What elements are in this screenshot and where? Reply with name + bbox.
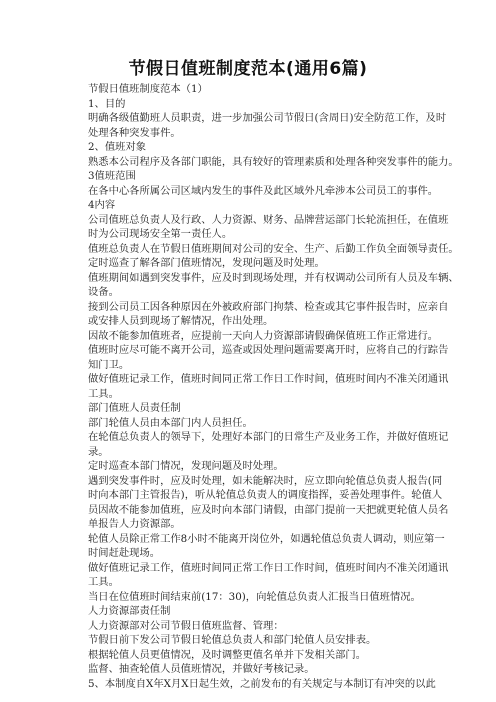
paragraph-line: 监督、抽查轮值人员值班情况，并做好考核记录。: [88, 663, 315, 675]
paragraph-line: 时向本部门主管报告)，听从轮值总负责人的调度指挥，妥善处理事件。轮值人: [88, 489, 443, 501]
paragraph-line: 部门值班人员责任制: [88, 402, 181, 414]
paragraph-line: 根据轮值人员更值情况，及时调整更值名单并下发相关部门。: [88, 648, 367, 661]
paragraph-line: 当日在位值班时间结束前(17：30)，向轮值总负责人汇报当日值班情况。: [88, 590, 421, 603]
paragraph-line: 人力资源部对公司节假日值班监督、管理：: [88, 619, 284, 632]
paragraph-line: 遇到突发事件时，应及时处理，如未能解决时，应立即向轮值总负责人报告(同: [88, 474, 443, 487]
paragraph-line: 工具。: [88, 576, 119, 588]
paragraph-line: 公司值班总负责人及行政、人力资源、财务、品牌营运部门长轮流担任，在值班: [88, 213, 449, 226]
paragraph-line: 设备。: [88, 286, 119, 298]
paragraph-line: 5、本制度自X年X月X日起生效，之前发布的有关规定与本制订有冲突的以此: [88, 677, 436, 690]
paragraph-line: 在轮值总负责人的领导下，处理好本部门的日常生产及业务工作，并做好值班记: [88, 431, 449, 443]
paragraph-line: 值班期间如遇到突发事件，应及时到现场处理，并有权调动公司所有人员及车辆、: [88, 271, 459, 284]
paragraph-line: 3值班范围: [88, 170, 136, 182]
paragraph-line: 部门轮值人员由本部门内人员担任。: [88, 416, 253, 429]
paragraph-line: 节假日前下发公司节假日轮值总负责人和部门轮值人员安排表。: [88, 634, 377, 646]
paragraph-line: 值班总负责人在节假日值班期间对公司的安全、生产、后勤工作负全面领导责任。: [88, 242, 459, 255]
paragraph-line: 节假日值班制度范本（1）: [88, 83, 208, 95]
paragraph-line: 时间赶赴现场。: [88, 547, 161, 559]
paragraph-line: 做好值班记录工作，值班时间同正常工作日工作时间，值班时间内不准关闭通讯: [88, 561, 449, 574]
paragraph-line: 工具。: [88, 387, 119, 400]
paragraph-line: 处理各种突发事件。: [88, 126, 181, 139]
paragraph-line: 做好值班记录工作，值班时间同正常工作日工作时间，值班时间内不准关闭通讯: [88, 373, 449, 385]
paragraph-line: 定时巡查本部门情况，发现问题及时处理。: [88, 460, 284, 472]
paragraph-line: 录。: [88, 445, 109, 458]
document-body: [88, 82, 459, 691]
paragraph-line: 时为公司现场安全第一责任人。: [88, 228, 233, 240]
paragraph-line: 2、值班对象: [88, 141, 147, 153]
paragraph-line: 明确各级值勤班人员职责，进一步加强公司节假日(含周日)安全防范工作，及时: [88, 112, 447, 124]
paragraph-line: 轮值人员除正常工作8小时不能离开岗位外，如遇轮值总负责人调动，则应第一: [88, 532, 445, 545]
document-title: 节假日值班制度范本(通用6篇): [128, 59, 368, 79]
paragraph-line: 因故不能参加值班者，应提前一天向人力资源部请假确保值班工作正常进行。: [88, 329, 439, 342]
paragraph-line: 接到公司员工因各种原因在外被政府部门拘禁、检查或其它事件报告时，应亲自: [88, 300, 449, 313]
paragraph-line: 熟悉本公司程序及各部门职能，具有较好的管理素质和处理各种突发事件的能力。: [88, 155, 459, 168]
paragraph-line: 知门卫。: [88, 358, 130, 371]
paragraph-line: 单报告人力资源部。: [88, 518, 181, 530]
paragraph-line: 定时巡查了解各部门值班情况，发现问题及时处理。: [88, 257, 325, 269]
paragraph-line: 或安排人员到现场了解情况，作出处理。: [88, 315, 274, 327]
paragraph-line: 4内容: [88, 199, 116, 211]
paragraph-line: 值班时应尽可能不离开公司，巡查或因处理问题需要离开时，应将自己的行踪告: [88, 344, 449, 356]
paragraph-line: 人力资源部责任制: [88, 605, 171, 617]
paragraph-line: 员因故不能参加值班，应及时向本部门请假，由部门提前一天把就更轮值人员名: [88, 503, 449, 516]
paragraph-line: 在各中心各所属公司区域内发生的事件及此区域外凡牵涉本公司员工的事件。: [88, 184, 439, 197]
paragraph-line: 1、目的: [88, 97, 126, 110]
